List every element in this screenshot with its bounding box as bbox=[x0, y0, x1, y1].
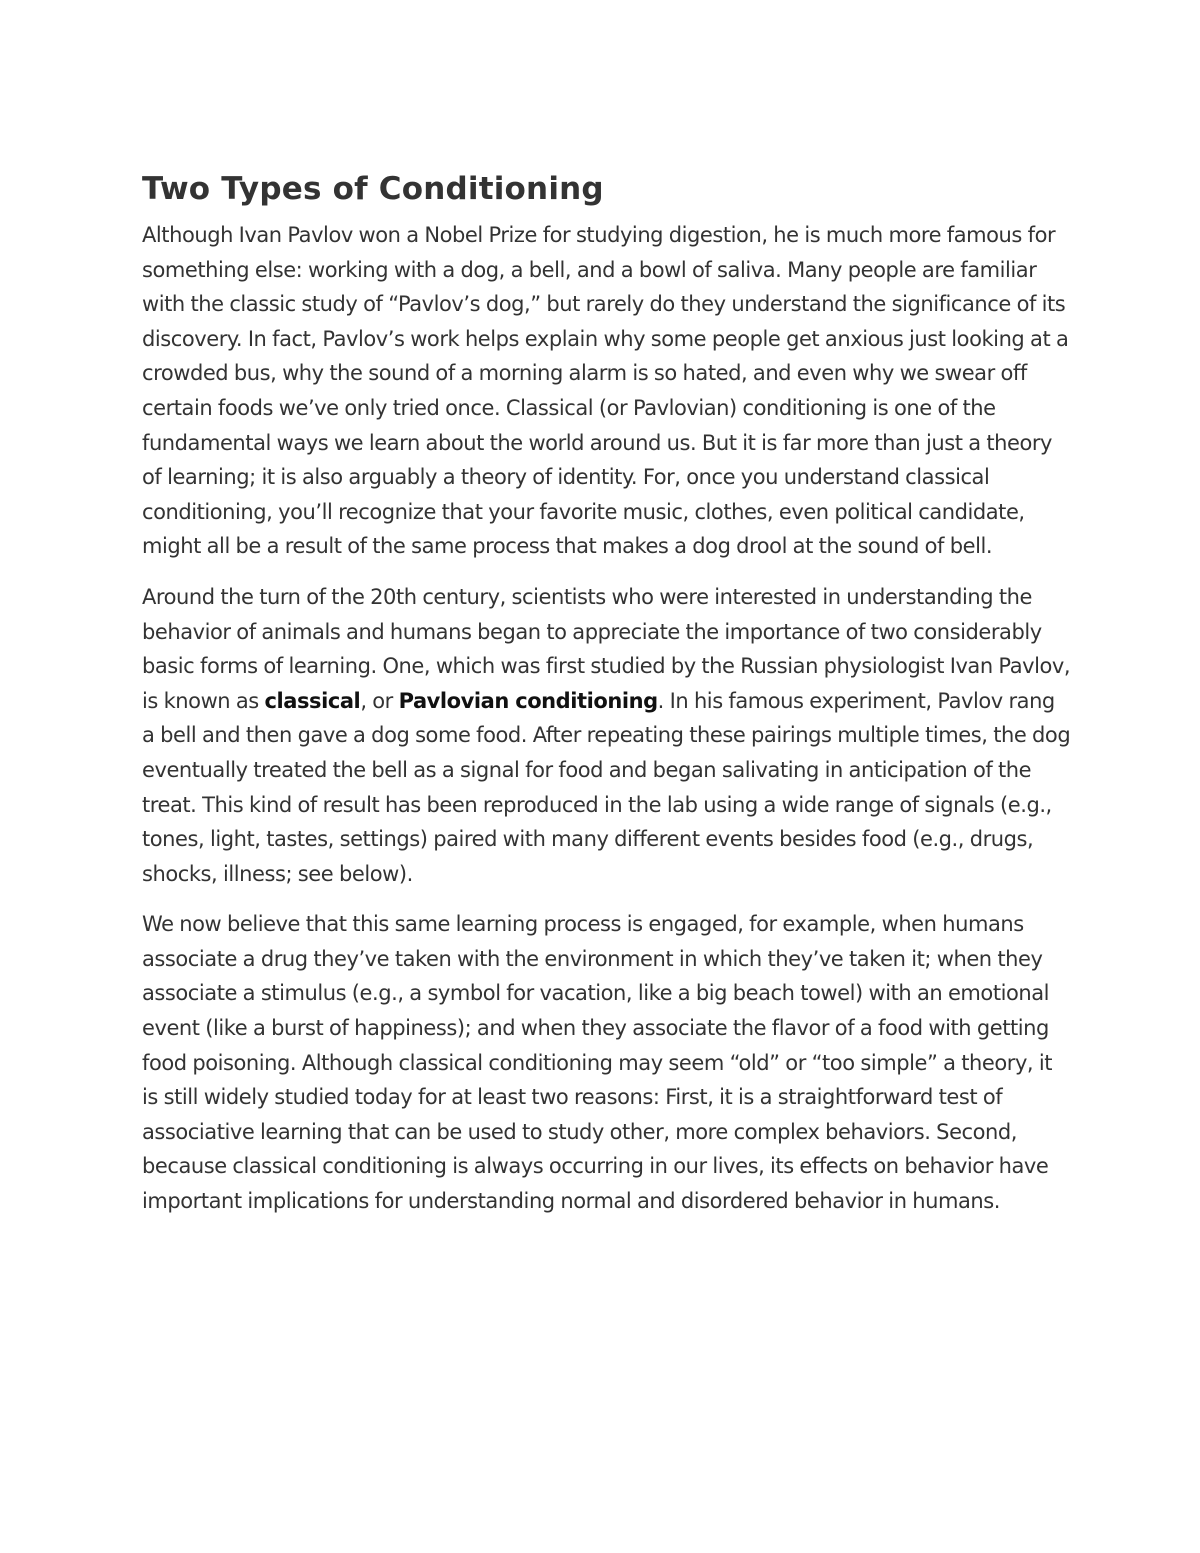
term-pavlovian-conditioning: Pavlovian conditioning bbox=[398, 688, 658, 713]
paragraph-2 bbox=[142, 580, 1072, 891]
paragraph-2-part-3: . In his famous experiment, Pavlov rang a bell and then gave a dog some food. After repeating these pairings multiple times, the dog eventually treated the bell as a signal for food and began salivating in anticipation of the treat. This kind of result has been reproduced in the lab using a wide range of signals (e.g., tones, light, tastes, settings) paired with many different events besides food (e.g., drugs, shocks, illness; see below). bbox=[142, 688, 1071, 886]
paragraph-2-part-2: , or bbox=[360, 688, 399, 713]
document-page bbox=[142, 168, 1072, 1235]
paragraph-1: Although Ivan Pavlov won a Nobel Prize for studying digestion, he is much more famous for something else: working with a dog, a bell, and a bowl of saliva. Many people are familiar with the classic study of “Pavlov’s dog,” but rarely do they understand the significance of its discovery. In fact, Pavlov’s work helps explain why some people get anxious just looking at a crowded bus, why the sound of a morning alarm is so hated, and even why we swear off certain foods we’ve only tried once. Classical (or Pavlovian) conditioning is one of the fundamental ways we learn about the world around us. But it is far more than just a theory of learning; it is also arguably a theory of identity. For, once you understand classical conditioning, you’ll recognize that your favorite music, clothes, even political candidate, might all be a result of the same process that makes a dog drool at the sound of bell. bbox=[142, 223, 1069, 559]
document-title: Two Types of Conditioning bbox=[142, 171, 604, 207]
paragraph-3: We now believe that this same learning process is engaged, for example, when humans associate a drug they’ve taken with the environment in which they’ve taken it; when they associate a stimulus (e.g., a symbol for vacation, like a big beach towel) with an emotional event (like a burst of happiness); and when they associate the flavor of a food with getting food poisoning. Although classical conditioning may seem “old” or “too simple” a theory, it is still widely studied today for at least two reasons: First, it is a straightforward test of associative learning that can be used to study other, more complex behaviors. Second, because classical conditioning is always occurring in our lives, its effects on behavior have important implications for understanding normal and disordered behavior in humans. bbox=[142, 912, 1053, 1214]
term-classical: classical bbox=[264, 688, 361, 713]
paragraph-2-part-1: Around the turn of the 20th century, scientists who were interested in understanding the behavior of animals and humans began to appreciate the importance of two considerably basic forms of learning. One, which was first studied by the Russian physiologist Ivan Pavlov, is known as bbox=[142, 584, 1071, 713]
